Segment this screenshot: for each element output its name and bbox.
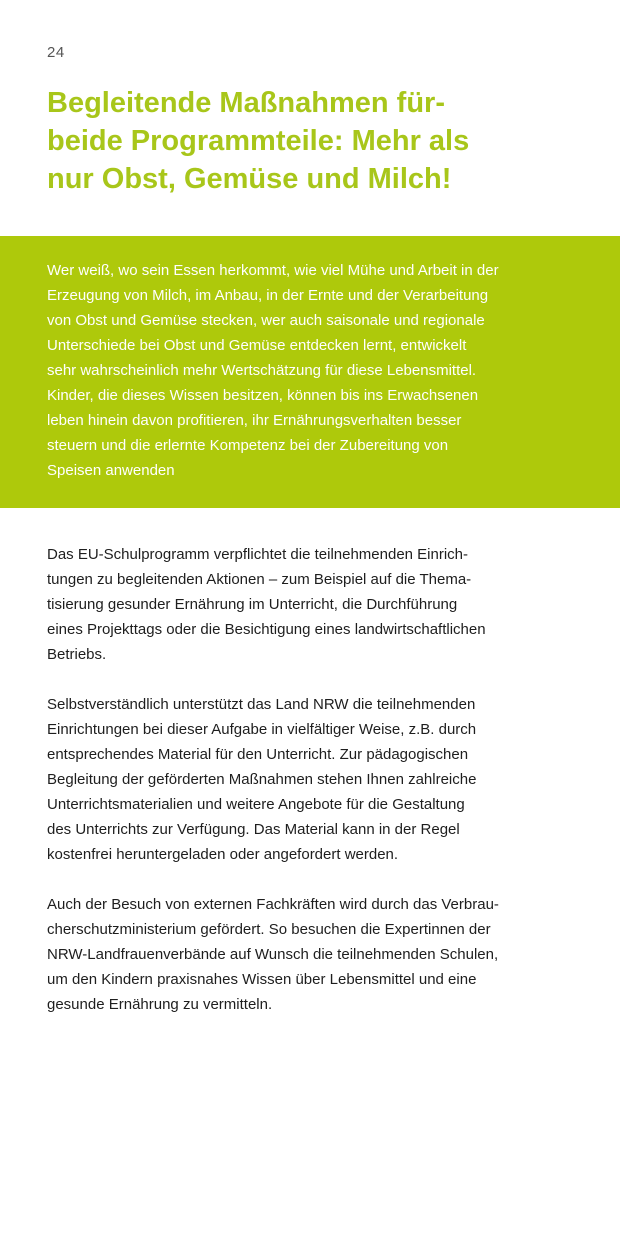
intro-line: Unterschiede bei Obst und Gemüse entdecken lernt, entwickelt xyxy=(47,337,467,354)
body-line: Das EU-Schulprogramm verpflichtet die teilnehmenden Einrich- xyxy=(47,546,469,563)
page-title-line: beide Programmteile: Mehr als xyxy=(47,125,470,157)
body-paragraph xyxy=(47,542,592,667)
body-line: tisierung gesunder Ernährung im Unterricht, die Durchführung xyxy=(47,596,458,613)
body-line: des Unterrichts zur Verfügung. Das Material kann in der Regel xyxy=(47,821,460,838)
intro-highlight-box xyxy=(0,236,620,508)
intro-line: Speisen anwenden xyxy=(47,462,175,479)
body-line: um den Kindern praxisnahes Wissen über Lebensmittel und eine xyxy=(47,971,477,988)
body-line: Selbstverständlich unterstützt das Land NRW die teilnehmenden xyxy=(47,696,476,713)
intro-line: Kinder, die dieses Wissen besitzen, können bis ins Erwachsenen xyxy=(47,387,479,404)
intro-text xyxy=(47,258,592,483)
intro-line: Erzeugung von Milch, im Anbau, in der Ernte und der Verarbeitung xyxy=(47,287,489,304)
body-line: Einrichtungen bei dieser Aufgabe in vielfältiger Weise, z.B. durch xyxy=(47,721,477,738)
body-line: kostenfrei heruntergeladen oder angefordert werden. xyxy=(47,846,399,863)
body-line: entsprechendes Material für den Unterricht. Zur pädagogischen xyxy=(47,746,469,763)
intro-line: von Obst und Gemüse stecken, wer auch saisonale und regionale xyxy=(47,312,485,329)
body-text xyxy=(47,542,592,1042)
page-number: 24 xyxy=(47,44,65,61)
page-title-line: Begleitende Maßnahmen für- xyxy=(47,87,445,119)
intro-line: sehr wahrscheinlich mehr Wertschätzung für diese Lebensmittel. xyxy=(47,362,477,379)
body-line: eines Projekttags oder die Besichtigung eines landwirtschaftlichen xyxy=(47,621,486,638)
page-title xyxy=(47,84,587,198)
body-line: NRW-Landfrauenverbände auf Wunsch die teilnehmenden Schulen, xyxy=(47,946,499,963)
page-title-line: nur Obst, Gemüse und Milch! xyxy=(47,163,452,195)
body-line: cherschutzministerium gefördert. So besuchen die Expertinnen der xyxy=(47,921,491,938)
body-paragraph xyxy=(47,692,592,867)
body-line: Auch der Besuch von externen Fachkräften wird durch das Verbrau- xyxy=(47,896,499,913)
intro-line: steuern und die erlernte Kompetenz bei der Zubereitung von xyxy=(47,437,449,454)
intro-line: leben hinein davon profitieren, ihr Ernährungsverhalten besser xyxy=(47,412,462,429)
body-line: Betriebs. xyxy=(47,646,107,663)
body-paragraph xyxy=(47,892,592,1017)
body-line: gesunde Ernährung zu vermitteln. xyxy=(47,996,273,1013)
body-line: Unterrichtsmaterialien und weitere Angebote für die Gestaltung xyxy=(47,796,465,813)
intro-line: Wer weiß, wo sein Essen herkommt, wie viel Mühe und Arbeit in der xyxy=(47,262,499,279)
body-line: Begleitung der geförderten Maßnahmen stehen Ihnen zahlreiche xyxy=(47,771,477,788)
body-line: tungen zu begleitenden Aktionen – zum Beispiel auf die Thema- xyxy=(47,571,472,588)
